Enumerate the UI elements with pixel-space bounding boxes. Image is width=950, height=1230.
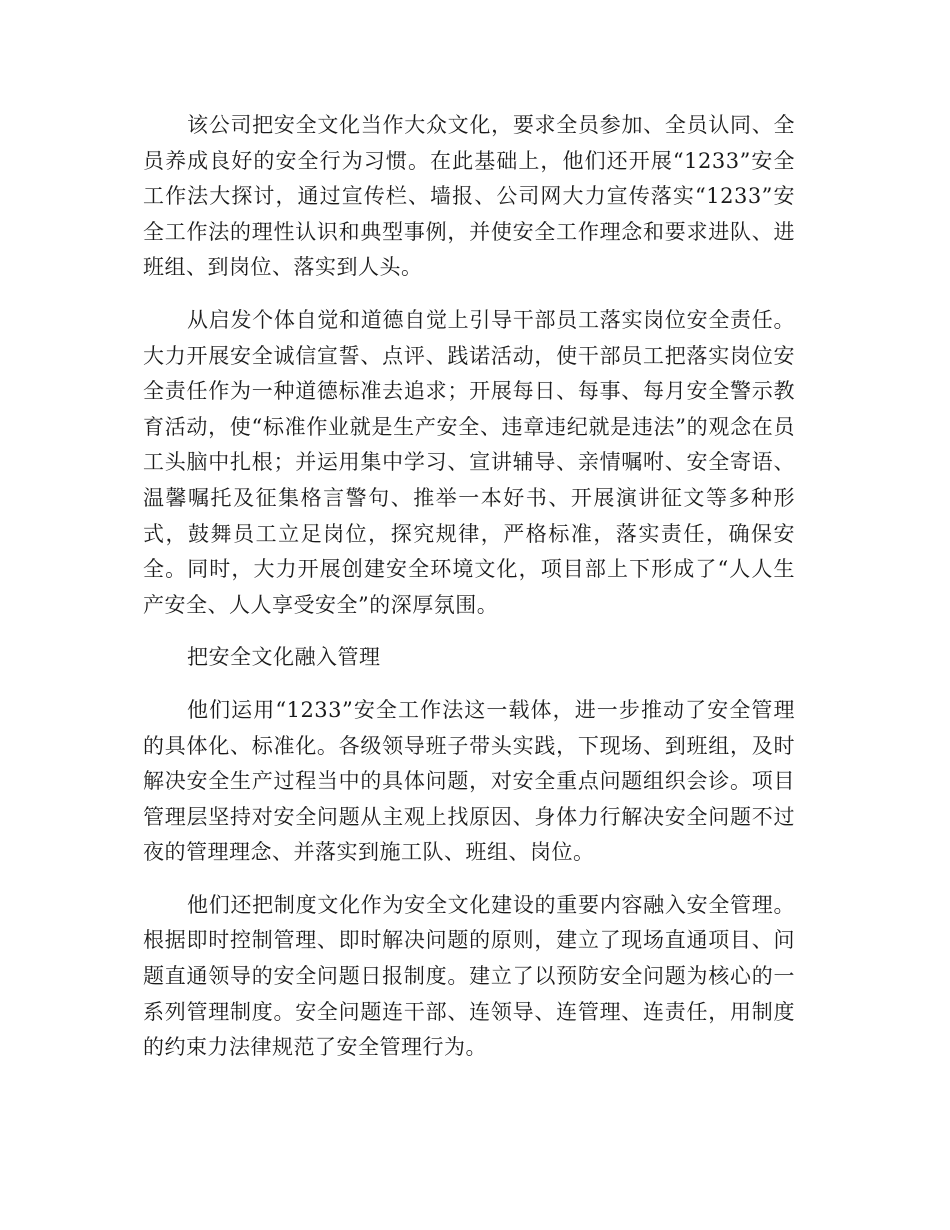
section-heading: 把安全文化融入管理 [187,645,381,670]
paragraph-management: 他们运用“1233”安全工作法这一载体，进一步推动了安全管理的具体化、标准化。各级领导班子带头实践，下现场、到班组，及时解决安全生产过程当中的具体问题，对安全重点问题组织会诊。项目管理层坚持对安全问题从主观上找原因、身体力行解决安全问题不过夜的管理理念、并落实到施工队、班组、岗位。 [143,697,795,865]
document-body [143,108,795,1083]
paragraph-institution: 他们还把制度文化作为安全文化建设的重要内容融入安全管理。根据即时控制管理、即时解决问题的原则，建立了现场直通项目、问题直通领导的安全问题日报制度。建立了以预防安全问题为核心的一系列管理制度。安全问题连干部、连领导、连管理、连责任，用制度的约束力法律规范了安全管理行为。 [143,892,795,1060]
paragraph-responsibility: 从启发个体自觉和道德自觉上引导干部员工落实岗位安全责任。大力开展安全诚信宣誓、点评、践诺活动，使干部员工把落实岗位安全责任作为一种道德标准去追求；开展每日、每事、每月安全警示教育活动，使“标准作业就是生产安全、违章违纪就是违法”的观念在员工头脑中扎根；并运用集中学习、宣讲辅导、亲情嘱咐、安全寄语、温馨嘱托及征集格言警句、推举一本好书、开展演讲征文等多种形式，鼓舞员工立足岗位，探究规律，严格标准，落实责任，确保安全。同时，大力开展创建安全环境文化，项目部上下形成了“人人生产安全、人人享受安全”的深厚氛围。 [143,307,795,617]
paragraph-culture-mass: 该公司把安全文化当作大众文化，要求全员参加、全员认同、全员养成良好的安全行为习惯。在此基础上，他们还开展“1233”安全工作法大探讨，通过宣传栏、墙报、公司网大力宣传落实“1233”安全工作法的理性认识和典型事例，并使安全工作理念和要求进队、进班组、到岗位、落实到人头。 [143,113,795,280]
